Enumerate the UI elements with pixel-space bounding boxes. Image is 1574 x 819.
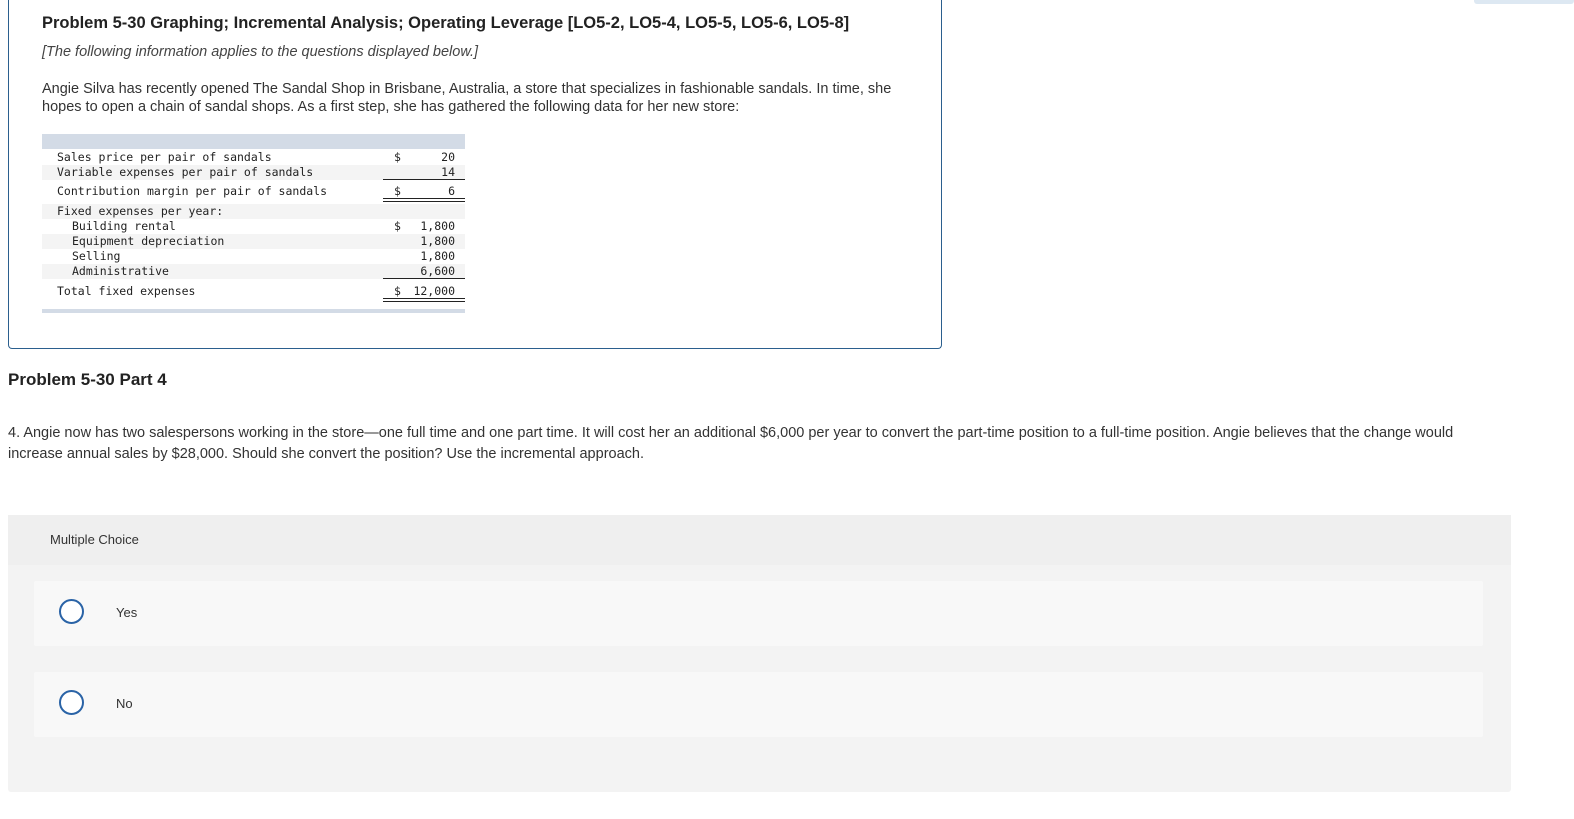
table-header-bar — [42, 134, 465, 149]
top-right-tab[interactable] — [1474, 0, 1574, 4]
row-amount: 6 — [448, 184, 455, 198]
intro-paragraph: Angie Silva has recently opened The Sandal Shop in Brisbane, Australia, a store that specializes in fashionable sandals. In time, she hopes to open a chain of sandal shops. As a first step, she has gathered the following data for her new store: — [42, 81, 892, 115]
row-label: Building rental — [72, 219, 176, 233]
radio-button-icon[interactable] — [59, 690, 84, 715]
row-label: Selling — [72, 249, 121, 263]
question-text: 4. Angie now has two salespersons working in the store—one full time and one part time. It will cost her an additional $6,000 per year to convert the part-time position to a full-time position. Angie believes that the change would increase annual sales by $28,000. Should she convert the position? Use the incremental approach. — [8, 425, 1454, 462]
row-currency: $ — [394, 219, 401, 233]
store-data-table — [42, 134, 465, 313]
row-currency: $ — [394, 184, 401, 198]
row-amount: 6,600 — [420, 264, 455, 278]
subtotal-rule — [383, 278, 465, 279]
row-amount: 1,800 — [420, 249, 455, 263]
table-footer-bar — [42, 309, 465, 313]
table-row — [42, 264, 465, 279]
row-amount: 1,800 — [420, 234, 455, 248]
choice-label: No — [116, 696, 133, 711]
row-currency: $ — [394, 150, 401, 164]
table-row — [42, 184, 465, 199]
table-row — [42, 219, 465, 234]
table-row — [42, 165, 465, 180]
total-rule — [383, 298, 465, 302]
table-row — [42, 204, 465, 219]
row-amount: 20 — [441, 150, 455, 164]
table-row — [42, 284, 465, 299]
row-label: Total fixed expenses — [57, 284, 196, 298]
table-row — [42, 249, 465, 264]
multiple-choice-header — [8, 515, 1511, 565]
multiple-choice-panel — [8, 515, 1511, 792]
choice-option-yes[interactable] — [34, 581, 1483, 646]
row-label: Contribution margin per pair of sandals — [57, 184, 328, 198]
row-label: Fixed expenses per year: — [57, 204, 224, 218]
row-label: Sales price per pair of sandals — [57, 150, 272, 164]
total-rule — [383, 198, 465, 202]
row-amount: 14 — [441, 165, 455, 179]
intro-note: [The following information applies to the questions displayed below.] — [42, 44, 479, 60]
part-heading: Problem 5-30 Part 4 — [8, 370, 167, 389]
radio-button-icon[interactable] — [59, 599, 84, 624]
row-amount: 12,000 — [413, 284, 455, 298]
row-amount: 1,800 — [420, 219, 455, 233]
choice-label: Yes — [116, 605, 138, 620]
row-label: Variable expenses per pair of sandals — [57, 165, 314, 179]
table-row — [42, 234, 465, 249]
choice-option-no[interactable] — [34, 672, 1483, 737]
row-label: Administrative — [72, 264, 169, 278]
row-currency: $ — [394, 284, 401, 298]
table-row — [42, 150, 465, 165]
problem-title: Problem 5-30 Graphing; Incremental Analysis; Operating Leverage [LO5-2, LO5-4, LO5-5, LO5-6, LO5-8] — [42, 14, 850, 32]
multiple-choice-label: Multiple Choice — [50, 532, 139, 547]
row-label: Equipment depreciation — [72, 234, 225, 248]
subtotal-rule — [383, 179, 465, 180]
